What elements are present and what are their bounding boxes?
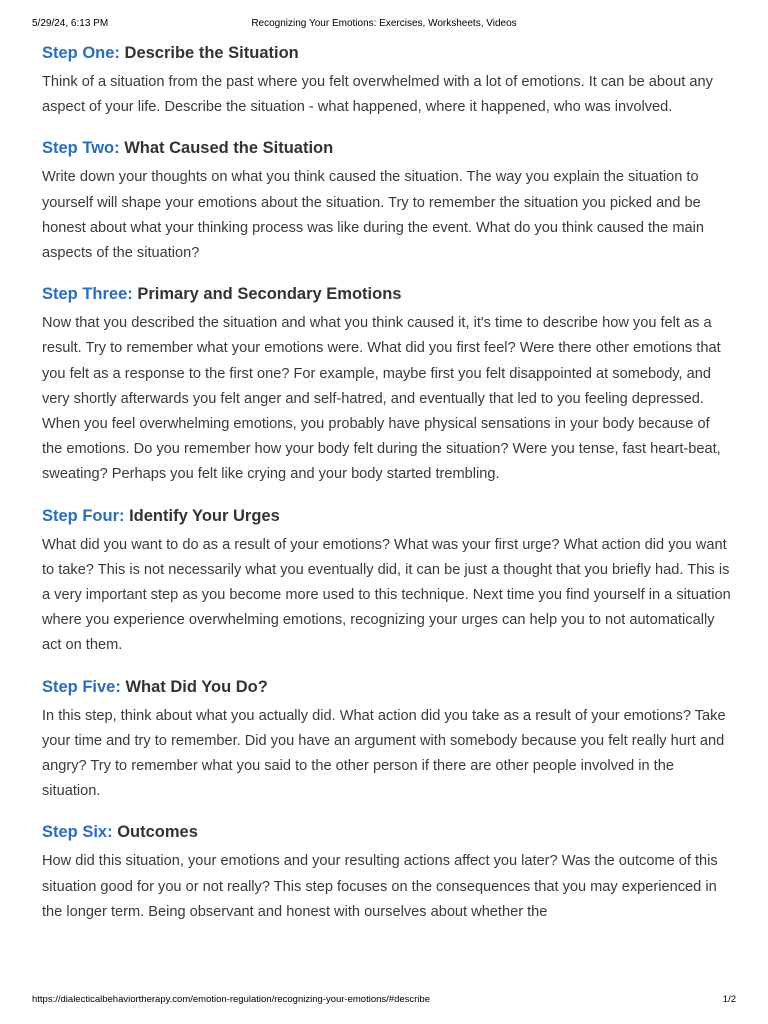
step-five-label: Step Five: <box>42 677 121 696</box>
step-two-section <box>42 135 732 266</box>
step-one-section <box>42 40 732 120</box>
step-five-title: What Did You Do? <box>125 677 268 696</box>
step-three-label: Step Three: <box>42 285 133 304</box>
print-page-title: Recognizing Your Emotions: Exercises, Worksheets, Videos <box>251 18 517 29</box>
step-four-label: Step Four: <box>42 506 125 525</box>
step-three-title: Primary and Secondary Emotions <box>137 285 402 304</box>
step-six-label: Step Six: <box>42 823 113 842</box>
step-five-body: In this step, think about what you actually did. What action did you take as a result of your emotions? Take your time and try to remember. Did you have an argument with somebody because you felt really hurt and angry? Try to remember what you said to the other person if there are other people involved in the situation. <box>42 707 726 800</box>
step-six-section <box>42 819 732 925</box>
step-two-heading <box>42 135 732 161</box>
step-two-title: What Caused the Situation <box>124 139 334 158</box>
step-two-label: Step Two: <box>42 139 120 158</box>
step-three-section <box>42 281 732 487</box>
step-five-section <box>42 674 732 805</box>
print-datetime: 5/29/24, 6:13 PM <box>32 18 109 29</box>
step-four-title: Identify Your Urges <box>129 506 280 525</box>
step-one-heading <box>42 40 732 66</box>
article-content <box>42 40 732 940</box>
step-three-heading <box>42 281 732 307</box>
print-url: https://dialecticalbehaviortherapy.com/emotion-regulation/recognizing-your-emotions/#describe <box>32 994 430 1005</box>
print-header <box>32 18 736 32</box>
step-one-title: Describe the Situation <box>124 44 299 62</box>
step-one-label: Step One: <box>42 44 120 62</box>
step-two-body: Write down your thoughts on what you think caused the situation. The way you explain the situation to yourself will shape your emotions about the situation. Try to remember the situation you picked and be honest about what your thinking process was like during the event. What do you think caused the main aspects of the situation? <box>42 169 704 262</box>
step-six-body: How did this situation, your emotions and your resulting actions affect you later? Was the outcome of this situation good for you or not really? This step focuses on the consequences that you may experienced in the longer term. Being observant and honest with ourselves about whether the <box>42 853 718 920</box>
step-four-body: What did you want to do as a result of your emotions? What was your first urge? What action did you want to take? This is not necessarily what you eventually did, it can be just a thought that you briefly had. This is a very important step as you become more used to this technique. Next time you find yourself in a situation where you experience overwhelming emotions, recognizing your urges can help you to not automatically act on them. <box>42 536 731 654</box>
step-six-title: Outcomes <box>117 823 198 842</box>
step-four-heading <box>42 503 732 529</box>
step-five-heading <box>42 674 732 700</box>
step-four-section <box>42 503 732 659</box>
print-footer <box>32 994 736 1008</box>
step-three-body: Now that you described the situation and what you think caused it, it's time to describe how you felt as a result. Try to remember what your emotions were. What did you first feel? Were there other emotions that you felt as a response to the first one? For example, maybe first you felt disappointed at somebody, and very shortly afterwards you felt anger and self-hatred, and eventually that led to you feeling depressed. When you feel overwhelming emotions, you probably have physical sensations in your body because of the emotions. Do you remember how your body felt during the situation? Were you tense, fast heart-beat, sweating? Perhaps you felt like crying and your body started trembling. <box>42 315 721 483</box>
step-one-body: Think of a situation from the past where you felt overwhelmed with a lot of emotions. It can be about any aspect of your life. Describe the situation - what happened, where it happened, who was involved. <box>42 74 713 116</box>
page-number: 1/2 <box>722 994 736 1005</box>
step-six-heading <box>42 819 732 845</box>
